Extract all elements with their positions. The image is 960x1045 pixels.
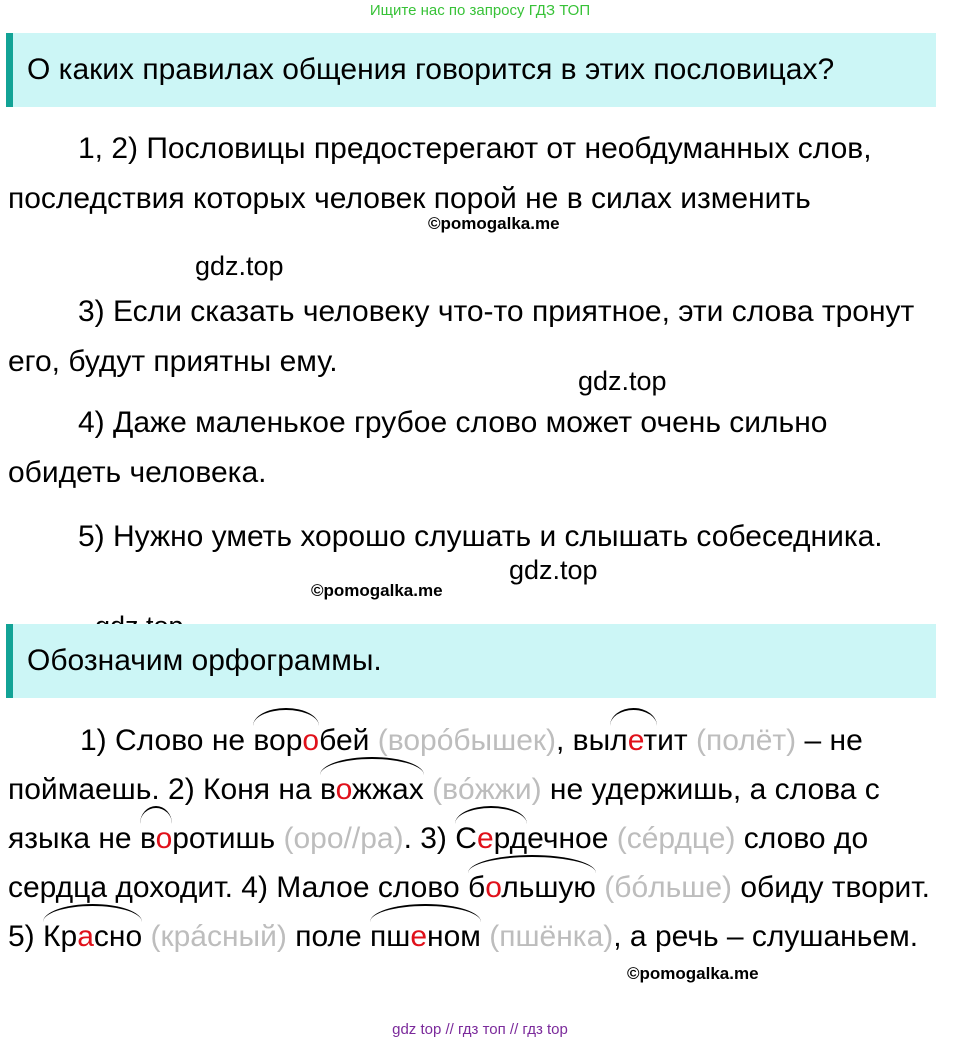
question-header-text: О каких правилах общения говорится в этих пословицах? [27,53,835,86]
hint-pshyonka: (пшёнка) [489,920,614,953]
watermark-pomogalka: ©pomogalka.me [428,214,560,233]
answer-4: 5) Нужно уметь хорошо слушать и слышать собеседника. [78,520,883,553]
watermark-pomogalka: ©pomogalka.me [311,581,443,600]
word-krasno: Красно [43,912,142,961]
watermark-gdz: gdz.top [509,555,598,585]
hint-oro-ra: (оро//ра) [283,822,404,855]
answer-2: 3) Если сказать человеку что-то приятное, эти слова тронут его, будут приятны ему. [8,295,915,378]
hint-bolshe: (бóльше) [604,871,732,904]
hint-vorobyshek: (ворóбышек) [377,724,556,757]
watermark-gdz: gdz.top [195,251,284,281]
top-banner[interactable]: Ищите нас по запросу ГДЗ ТОП [369,2,591,19]
section-header [6,624,936,698]
question-header [6,33,936,107]
orthogram-text: 1) Слово не воробей (ворóбышек), вылетит (полёт) – не поймаешь. 2) Коня на вожжах (вóжжи) не удержишь, а слова с языка не воротишь (оро//ра). 3) Сердечное (сéрдце) слово до сердца доходит. 4) Малое слово большую (бóльше) обиду творит. 5) Красно (крáсный) поле пшеном (пшёнка), а речь – слушаньем. [8,716,943,961]
word-pshenom: пшеном [370,912,481,961]
word-serdechnoe: Серд [455,814,527,863]
section-header-text: Обозначим орфограммы. [27,644,382,677]
hint-polyot: (полёт) [695,724,797,757]
footer-links[interactable]: gdz top // гдз топ // гдз top [392,1021,568,1038]
word-vozhzhakh: вожжах [320,765,424,814]
word-vorobey: воро [253,716,319,765]
watermark-gdz: gdz.top [578,366,667,396]
watermark-pomogalka: ©pomogalka.me [627,964,759,983]
hint-vozhzhi: (вóжжи) [432,773,542,806]
word-vorotish: во [140,814,172,863]
hint-krasnyy: (крáсный) [150,920,287,953]
answer-1: 1, 2) Пословицы предостерегают от необдуманных слов, последствия которых человек порой не в силах изменить [8,132,872,215]
hint-serdtse: (сéрдце) [616,822,736,855]
answer-3: 4) Даже маленькое грубое слово может очень сильно обидеть человека. [8,406,828,489]
word-bolshuyu: большую [468,863,596,912]
word-vyletit: лет [610,716,657,765]
